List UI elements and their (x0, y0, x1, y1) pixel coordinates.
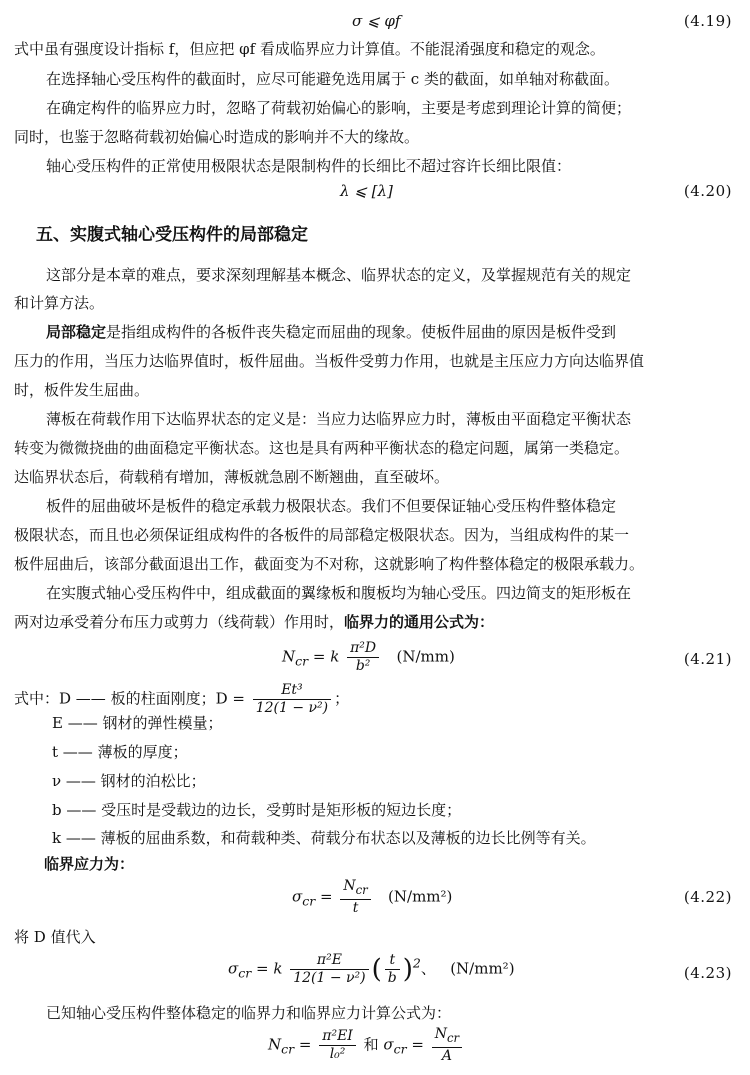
fraction (319, 1028, 356, 1063)
symbol-N: N (434, 1026, 448, 1042)
paragraph-line: 压力的作用，当压力达临界值时，板件屈曲。当板件受剪力作用，也就是主压应力方向达临界值 (14, 352, 645, 370)
subscript: cr (295, 653, 309, 669)
paragraph-line: 在实腹式轴心受压构件中，组成截面的翼缘板和腹板均为轴心受压。四边简支的矩形板在 (46, 584, 632, 602)
punctuation: 、 (420, 959, 436, 978)
numerator (432, 1026, 462, 1048)
fraction (253, 682, 331, 717)
bold-term: 局部稳定 (46, 323, 107, 341)
denominator: A (441, 1047, 453, 1064)
equation-number: (4.23) (683, 964, 732, 982)
definition-k: k —— 薄板的屈曲系数，和荷载种类、荷载分布状态以及薄板的边长比例等有关。 (52, 829, 596, 847)
paragraph-line: 和计算方法。 (14, 294, 105, 312)
numerator: Et³ (253, 682, 331, 700)
symbol-sigma: σ (228, 959, 239, 978)
paragraph-line: 达临界状态后，荷载稍有增加，薄板就急剧不断翘曲，直至破坏。 (14, 468, 450, 486)
subscript: cr (302, 893, 316, 909)
subscript: cr (238, 965, 252, 981)
fraction (290, 952, 368, 987)
unit: (N/mm²) (388, 887, 453, 906)
numerator: π²E (290, 952, 368, 970)
section-heading: 五、实腹式轴心受压构件的局部稳定 (36, 225, 308, 245)
paragraph-line: 板件屈曲后，该部分截面退出工作，截面变为不对称，这就影响了构件整体稳定的极限承载力。 (14, 555, 645, 573)
definition-b: b —— 受压时是受载边的边长，受剪时是矩形板的短边长度； (52, 801, 462, 819)
equals: = (298, 1035, 312, 1054)
left-paren: ( (371, 954, 382, 985)
paragraph-text: 两对边承受着分布压力或剪力（线荷载）作用时， (14, 613, 345, 631)
equation-global-stability (0, 1026, 750, 1072)
equation-number: (4.22) (683, 888, 732, 906)
numerator (340, 878, 370, 900)
equation-4-20 (0, 176, 750, 216)
numerator: π²D (347, 640, 379, 658)
fraction (347, 640, 379, 675)
denominator: t (352, 899, 359, 916)
paragraph-line: 已知轴心受压构件整体稳定的临界力和临界应力计算公式为： (46, 1004, 452, 1022)
equation-number: (4.21) (683, 650, 732, 668)
numerator: t (385, 952, 400, 970)
subscript: cr (355, 882, 368, 897)
subscript: cr (447, 1030, 460, 1045)
equals-k: = k (256, 959, 283, 978)
definition-E: E —— 钢材的弹性模量； (52, 714, 223, 732)
punctuation: ； (334, 689, 350, 708)
equation-expression: λ ⩽ [λ] (340, 182, 393, 200)
symbol-N: N (282, 647, 296, 666)
denominator: 12(1 − ν²) (255, 700, 329, 716)
paragraph-line (46, 321, 736, 343)
symbol-sigma: σ (292, 887, 303, 906)
bold-term: 临界力的通用公式为： (344, 613, 495, 631)
fraction (340, 878, 370, 917)
numerator: π²EI (319, 1028, 356, 1046)
paragraph-line: 极限状态，而且也必须保证组成构件的各板件的局部稳定极限状态。因为，当组成构件的某一 (14, 526, 630, 544)
denominator: b (387, 970, 397, 986)
equals: = (320, 887, 333, 906)
equation-4-23 (0, 948, 750, 998)
equation-4-21 (0, 636, 750, 682)
subscript: cr (281, 1041, 295, 1057)
paragraph-line: 这部分是本章的难点，要求深刻理解基本概念、临界状态的定义，及掌握规范有关的规定 (46, 266, 632, 284)
right-paren: ) (402, 954, 413, 985)
exponent: 2 (412, 955, 421, 971)
denominator: l₀² (329, 1045, 346, 1062)
paragraph-line: 在选择轴心受压构件的截面时，应尽可能避免选用属于 c 类的截面，如单轴对称截面。 (46, 70, 619, 88)
paragraph-line: 同时，也鉴于忽略荷载初始偏心时造成的影响并不大的缘故。 (14, 128, 420, 146)
fraction (385, 952, 400, 987)
unit: (N/mm) (396, 647, 455, 666)
subscript: cr (393, 1041, 407, 1057)
equation-expression: σ ⩽ φf (352, 12, 401, 30)
substitution-note: 将 D 值代入 (14, 928, 96, 946)
equals: = (411, 1035, 424, 1054)
paragraph-line: 板件的屈曲破坏是板件的稳定承载力极限状态。我们不但要保证轴心受压构件整体稳定 (46, 497, 617, 515)
paragraph-line: 在确定构件的临界应力时，忽略了荷载初始偏心的影响，主要是考虑到理论计算的简便； (46, 99, 632, 117)
equation-4-22 (0, 876, 750, 922)
definition-t: t —— 薄板的厚度； (52, 743, 188, 761)
equals-k: = k (312, 647, 340, 666)
equation-number: (4.19) (683, 12, 732, 30)
conjunction: 和 (363, 1035, 379, 1054)
paragraph-line: 转变为微微挠曲的曲面稳定平衡状态。这也是具有两种平衡状态的稳定问题，属第一类稳定。 (14, 439, 630, 457)
paragraph-line: 式中虽有强度设计指标 f，但应把 φf 看成临界应力计算值。不能混淆强度和稳定的观念。 (14, 40, 605, 58)
equation-number: (4.20) (683, 182, 732, 200)
denominator: b² (355, 658, 371, 674)
paragraph-line: 轴心受压构件的正常使用极限状态是限制构件的长细比不超过容许长细比限值： (46, 157, 572, 175)
symbol-sigma: σ (383, 1035, 394, 1054)
definition-v: ν —— 钢材的泊松比； (52, 772, 206, 790)
paragraph-line (14, 611, 494, 633)
symbol-N: N (268, 1035, 282, 1054)
symbol-N: N (343, 878, 356, 894)
paragraph-line: 薄板在荷载作用下达临界状态的定义是：当应力达临界应力时，薄板由平面稳定平衡状态 (46, 410, 632, 428)
unit: (N/mm²) (450, 959, 515, 978)
critical-stress-label: 临界应力为： (44, 855, 135, 873)
paragraph-text: 是指组成构件的各板件丧失稳定而屈曲的现象。使板件屈曲的原因是板件受到 (106, 323, 617, 341)
definition-text: 式中：D —— 板的柱面刚度；D = (14, 689, 245, 708)
paragraph-line: 时，板件发生屈曲。 (14, 381, 150, 399)
fraction (432, 1026, 462, 1065)
denominator: 12(1 − ν²) (293, 970, 366, 986)
